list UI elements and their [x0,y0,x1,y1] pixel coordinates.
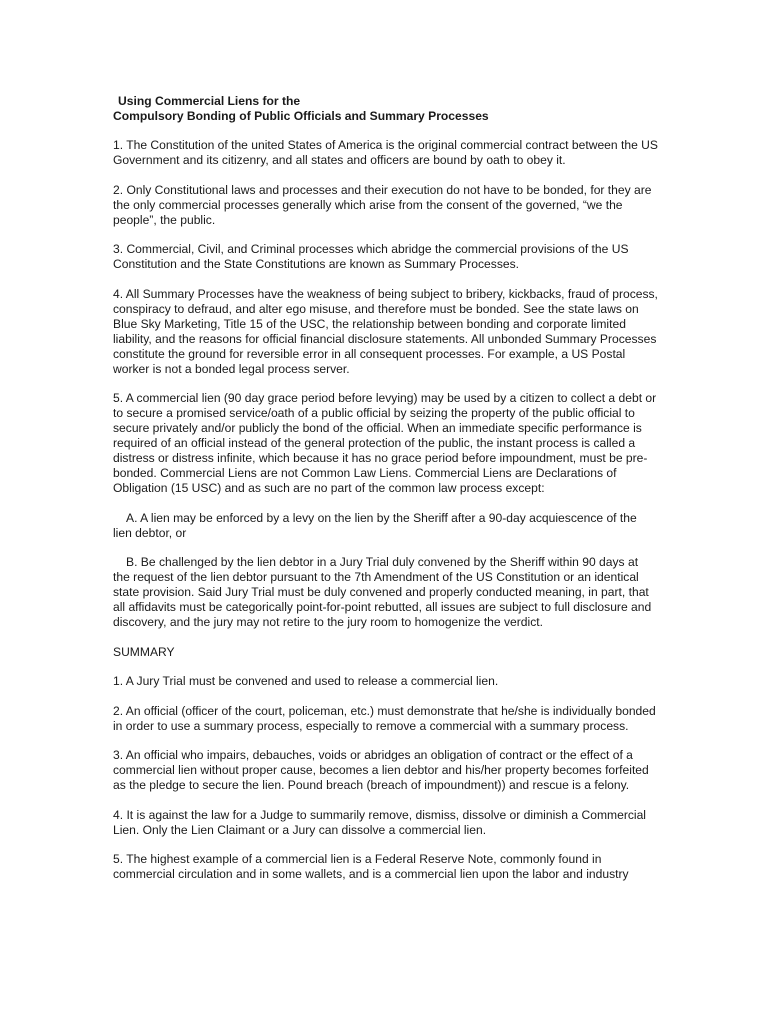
sub-item-b: B. Be challenged by the lien debtor in a Jury Trial duly convened by the Sheriff within 90 days at the request of the lien debtor pursuant to the 7th Amendment of the US Constitution or an identical state provision. Said Jury Trial must be duly convened and properly conducted meaning, in part, that all affidavits must be categorically point-for-point rebutted, all issues are subject to full disclosure and discovery, and the jury may not retire to the jury room to homogenize the verdict. [113,555,652,629]
summary-item-4: 4. It is against the law for a Judge to summarily remove, dismiss, dissolve or diminish a Commercial Lien. Only the Lien Claimant or a Jury can dissolve a commercial lien. [113,807,646,837]
title-line-1: Using Commercial Liens for the [118,94,301,108]
summary-item-5: 5. The highest example of a commercial lien is a Federal Reserve Note, commonly found in commercial circulation and in some wallets, and is a commercial lien upon the labor and industry [113,852,629,881]
document-title [113,94,658,124]
summary-item-2: 2. An official (officer of the court, policeman, etc.) must demonstrate that he/she is individually bonded in order to use a summary process, especially to remove a commercial with a summary process. [113,703,656,733]
sub-item-a: A. A lien may be enforced by a levy on the lien by the Sheriff after a 90-day acquiescence of the lien debtor, or [113,510,637,540]
paragraph-2: 2. Only Constitutional laws and processes and their execution do not have to be bonded, for they are the only commercial processes generally which arise from the consent of the governed, “we the people”, the public. [113,182,652,227]
paragraph-1: 1. The Constitution of the united States of America is the original commercial contract between the US Government and its citizenry, and all states and officers are bound by oath to obey it. [113,138,658,167]
summary-item-3: 3. An official who impairs, debauches, voids or abridges an obligation of contract or the effect of a commercial lien without proper cause, becomes a lien debtor and his/her property becomes forfeited as the pledge to secure the lien. Pound breach (breach of impoundment)) and rescue is a felony. [113,748,649,792]
title-line-2: Compulsory Bonding of Public Officials and Summary Processes [113,109,489,123]
paragraph-4: 4. All Summary Processes have the weakness of being subject to bribery, kickbacks, fraud of process, conspiracy to defraud, and alter ego misuse, and therefore must be bonded. See the state laws on Blue Sky Marketing, Title 15 of the USC, the relationship between bonding and corporate limited liability, and the reasons for official financial disclosure statements. All unbonded Summary Processes constitute the ground for reversible error in all consequent processes. For example, a US Postal worker is not a bonded legal process server. [113,286,658,376]
paragraph-3: 3. Commercial, Civil, and Criminal processes which abridge the commercial provisions of the US Constitution and the State Constitutions are known as Summary Processes. [113,242,629,271]
paragraph-5: 5. A commercial lien (90 day grace period before levying) may be used by a citizen to collect a debt or to secure a promised service/oath of a public official by seizing the property of the public official to secure privately and/or publicly the bond of the official. When an immediate specific performance is required of an official instead of the general protection of the public, the instant process is called a distress or distress infinite, which because it has no grace period before impoundment, must be pre-bonded. Commercial Liens are not Common Law Liens. Commercial Liens are Declarations of Obligation (15 USC) and as such are no part of the common law process except: [113,391,657,495]
summary-heading: SUMMARY [113,644,175,659]
summary-item-1: 1. A Jury Trial must be convened and used to release a commercial lien. [113,674,499,688]
document-page [113,94,658,897]
